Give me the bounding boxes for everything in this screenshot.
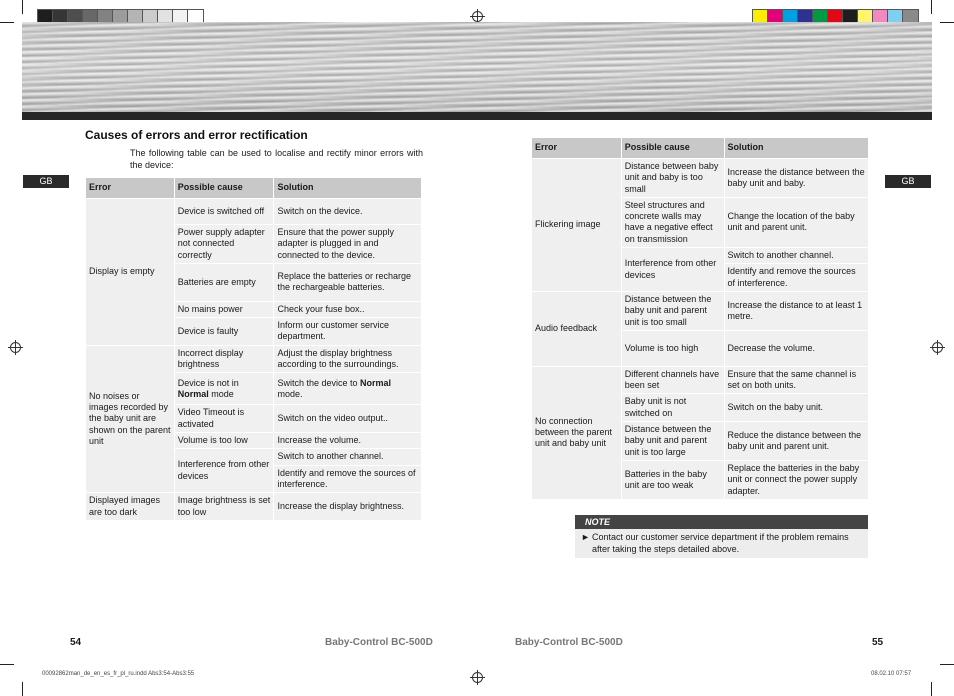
solution-text: Switch the device to	[277, 377, 361, 388]
solution-cell: Switch to another channel.	[274, 449, 422, 465]
cause-cell: Batteries in the baby unit are too weak	[621, 460, 724, 499]
crop-mark	[940, 664, 954, 665]
date-slug: 08.02.10 07:57	[871, 671, 912, 677]
cause-cell: Distance between the baby unit and parent unit is too small	[621, 291, 724, 330]
table-row	[532, 291, 869, 330]
crop-mark	[22, 682, 23, 696]
cause-cell: Interference from other devices	[174, 449, 274, 493]
crop-mark	[0, 22, 14, 23]
error-cell: No noises or images recorded by the baby unit are shown on the parent unit	[86, 345, 175, 492]
column-header: Error	[86, 178, 175, 199]
crop-mark	[940, 22, 954, 23]
cause-cell: Volume is too low	[174, 432, 274, 448]
solution-cell: Switch on the baby unit.	[724, 394, 869, 422]
note-box	[575, 529, 868, 558]
cause-cell: Batteries are empty	[174, 263, 274, 301]
table-row	[86, 199, 422, 225]
language-tab-left: GB	[23, 175, 69, 188]
language-tab-right: GB	[885, 175, 931, 188]
cause-cell: Incorrect display brightness	[174, 345, 274, 373]
table-row	[532, 159, 869, 198]
intro-paragraph: The following table can be used to localise and rectify minor errors with the device:	[130, 148, 423, 170]
table-header-row	[532, 138, 869, 159]
solution-cell: Check your fuse box..	[274, 301, 422, 317]
solution-cell: Replace the batteries in the baby unit or connect the power supply adapter.	[724, 460, 869, 499]
registration-mark-icon	[10, 342, 21, 353]
registration-mark-icon	[472, 11, 483, 22]
column-header: Error	[532, 138, 622, 159]
cause-cell: No mains power	[174, 301, 274, 317]
solution-cell: Increase the distance to at least 1 metre.	[724, 291, 869, 330]
cause-cell: Different channels have been set	[621, 366, 724, 394]
cause-cell: Steel structures and concrete walls may have a negative effect on transmission	[621, 197, 724, 247]
solution-cell: Adjust the display brightness according to the surroundings.	[274, 345, 422, 373]
error-cell: Display is empty	[86, 199, 175, 346]
registration-mark-icon	[472, 672, 483, 683]
cause-cell: Interference from other devices	[621, 248, 724, 292]
cause-text: mode	[208, 388, 234, 399]
table-row	[86, 493, 422, 521]
model-name-left: Baby-Control BC-500D	[325, 637, 433, 648]
mode-name: Normal	[177, 388, 209, 399]
crop-mark	[931, 0, 932, 14]
solution-text: mode.	[277, 388, 303, 399]
column-header: Possible cause	[174, 178, 274, 199]
solution-cell: Identify and remove the sources of interference.	[724, 264, 869, 292]
column-header: Possible cause	[621, 138, 724, 159]
crop-mark	[22, 0, 23, 14]
crop-mark	[0, 664, 14, 665]
crop-mark	[931, 682, 932, 696]
header-texture-band	[22, 22, 932, 112]
solution-cell: Change the location of the baby unit and parent unit.	[724, 197, 869, 247]
solution-cell: Identify and remove the sources of interference.	[274, 465, 422, 493]
solution-cell: Inform our customer service department.	[274, 318, 422, 346]
registration-mark-icon	[932, 342, 943, 353]
mode-name: Normal	[360, 377, 392, 388]
cause-cell: Volume is too high	[621, 330, 724, 366]
solution-cell: Increase the volume.	[274, 432, 422, 448]
cause-cell	[174, 373, 274, 405]
column-header: Solution	[724, 138, 869, 159]
note-text: Contact our customer service department if the problem remains after taking the steps detailed above.	[592, 532, 849, 554]
file-slug: 00092862man_de_en_es_fr_pl_ru.indd Abs3:54-Abs3:55	[42, 671, 195, 677]
solution-cell: Reduce the distance between the baby unit and parent unit.	[724, 422, 869, 461]
solution-cell: Ensure that the same channel is set on both units.	[724, 366, 869, 394]
solution-cell: Switch on the device.	[274, 199, 422, 225]
solution-cell: Ensure that the power supply adapter is plugged in and connected to the device.	[274, 225, 422, 264]
model-name-right: Baby-Control BC-500D	[515, 637, 623, 648]
error-cell: Audio feedback	[532, 291, 622, 366]
solution-cell: Decrease the volume.	[724, 330, 869, 366]
troubleshooting-table-left	[85, 177, 422, 521]
error-cell: No connection between the parent unit and baby unit	[532, 366, 622, 499]
cause-text: Device is not in	[177, 377, 239, 388]
cause-cell: Distance between the baby unit and parent unit is too large	[621, 422, 724, 461]
solution-cell: Increase the display brightness.	[274, 493, 422, 521]
error-cell: Displayed images are too dark	[86, 493, 175, 521]
bullet-arrow-icon: ►	[581, 532, 590, 542]
section-title: Causes of errors and error rectification	[85, 128, 308, 142]
solution-cell	[274, 373, 422, 405]
solution-cell: Replace the batteries or recharge the rechargeable batteries.	[274, 263, 422, 301]
cause-cell: Baby unit is not switched on	[621, 394, 724, 422]
header-rule	[22, 112, 932, 120]
solution-cell: Switch on the video output..	[274, 405, 422, 433]
solution-cell: Increase the distance between the baby unit and baby.	[724, 159, 869, 198]
page-number-right: 55	[872, 637, 884, 648]
table-header-row	[86, 178, 422, 199]
table-row	[86, 345, 422, 373]
cause-cell: Image brightness is set too low	[174, 493, 274, 521]
cause-cell: Distance between baby unit and baby is too small	[621, 159, 724, 198]
column-header: Solution	[274, 178, 422, 199]
note-heading: NOTE	[575, 515, 868, 529]
cause-cell: Power supply adapter not connected correctly	[174, 225, 274, 264]
troubleshooting-table-right	[531, 137, 869, 500]
table-row	[532, 366, 869, 394]
cause-cell: Device is switched off	[174, 199, 274, 225]
cause-cell: Device is faulty	[174, 318, 274, 346]
page-number-left: 54	[70, 637, 82, 648]
cause-cell: Video Timeout is activated	[174, 405, 274, 433]
solution-cell: Switch to another channel.	[724, 248, 869, 264]
error-cell: Flickering image	[532, 159, 622, 292]
